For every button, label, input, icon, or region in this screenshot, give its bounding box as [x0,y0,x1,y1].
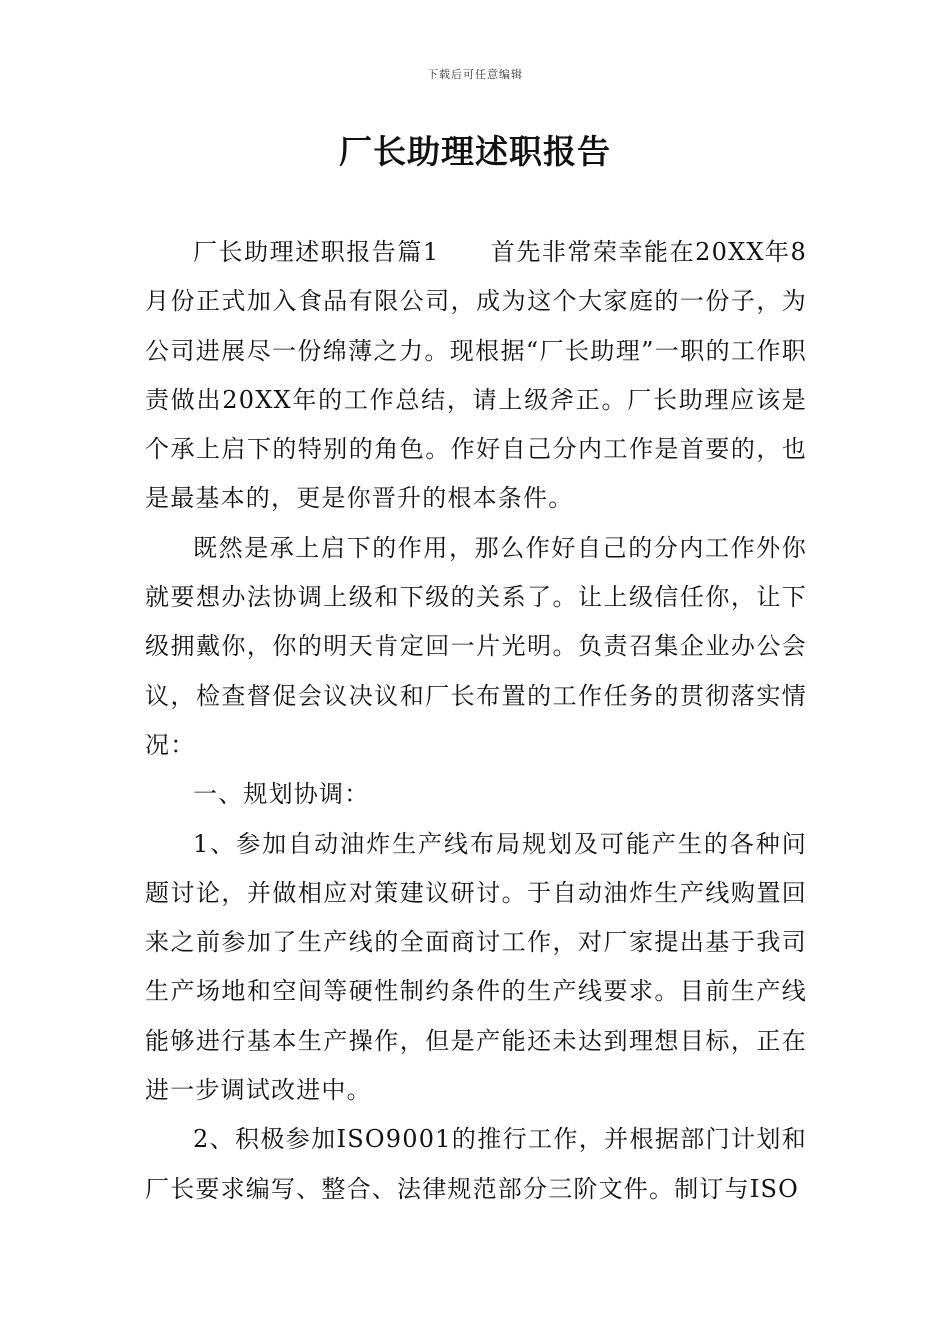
document-title: 厂长助理述职报告 [339,132,611,171]
header-note: 下载后可任意编辑 [427,68,523,81]
paragraph-coordination: 既然是承上启下的作用，那么作好自己的分内工作外你就要想办法协调上级和下级的关系了。让上级信任你，让下级拥戴你，你的明天肯定回一片光明。负责召集企业办公会议，检查督促会议决议和厂长布置的工作任务的贯彻落实情况： [145,533,807,759]
section-heading-planning: 一、规划协调： [193,780,370,809]
paragraph-item-2: 2、积极参加ISO9001的推行工作，并根据部门计划和厂长要求编写、整合、法律规范部分三阶文件。制订与ISO [145,1125,807,1203]
paragraph-intro: 厂长助理述职报告篇1 首先非常荣幸能在20XX年8月份正式加入食品有限公司，成为这个大家庭的一份子，为公司进展尽一份绵薄之力。现根据“厂长助理”一职的工作职责做出20XX年的工作总结，请上级斧正。厂长助理应该是个承上启下的特别的角色。作好自己分内工作是首要的，也是最基本的，更是你晋升的根本条件。 [145,238,807,513]
paragraph-item-1: 1、参加自动油炸生产线布局规划及可能产生的各种问题讨论，并做相应对策建议研讨。于自动油炸生产线购置回来之前参加了生产线的全面商讨工作，对厂家提出基于我司生产场地和空间等硬性制约条件的生产线要求。目前生产线能够进行基本生产操作，但是产能还未达到理想目标，正在进一步调试改进中。 [145,829,807,1105]
document-body [145,228,807,1214]
